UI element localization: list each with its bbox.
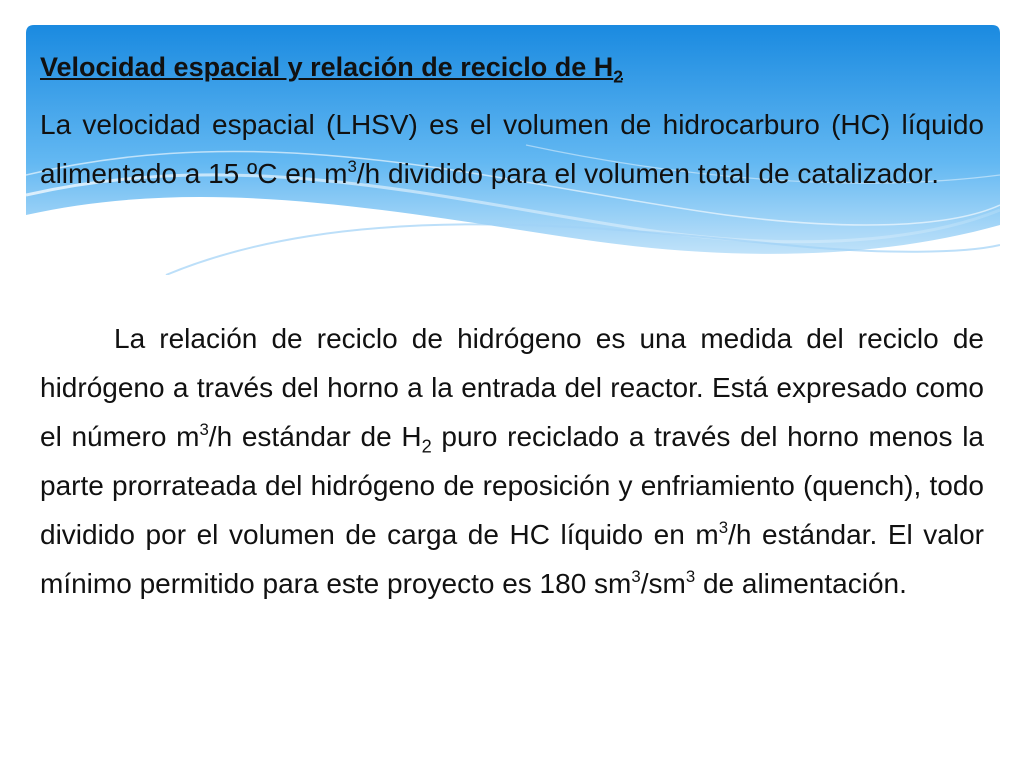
p2-sup-1: 3 <box>199 419 209 439</box>
p2-sup-3: 3 <box>631 566 641 586</box>
title-subscript: 2 <box>613 66 624 87</box>
p2-text-6: de alimentación. <box>695 568 907 599</box>
p2-sub-1: 2 <box>421 436 432 457</box>
title-text: Velocidad espacial y relación de reciclo de H <box>40 52 614 82</box>
p1-sup-1: 3 <box>347 156 357 176</box>
p2-sup-4: 3 <box>685 566 696 586</box>
p2-text-1: La relación de reciclo de hidrógeno es una medida del reciclo de hidrógeno a través del horno a la entrada del reactor. Está expresado como el número m <box>40 323 984 452</box>
p2-text-5: /sm <box>640 568 686 599</box>
p2-text-2: /h estándar de H <box>208 421 422 452</box>
p2-text-3: puro reciclado a través del horno menos la parte prorrateada del hidrógeno de reposición y enfriamiento (quench), todo dividido por el volumen de carga de HC líquido en m <box>40 421 984 550</box>
p2-sup-2: 3 <box>718 517 729 537</box>
p2-text-4: /h estándar. El valor mínimo permitido para este proyecto es 180 sm <box>40 519 984 599</box>
p1-text-1: La velocidad espacial (LHSV) es el volumen de hidrocarburo (HC) líquido alimentado a 15 ºC en m <box>40 109 984 189</box>
slide-title <box>40 47 623 87</box>
paragraph-recycle-ratio <box>40 314 984 608</box>
p1-text-2: /h dividido para el volumen total de catalizador. <box>356 158 939 189</box>
paragraph-lhsv <box>40 100 984 198</box>
